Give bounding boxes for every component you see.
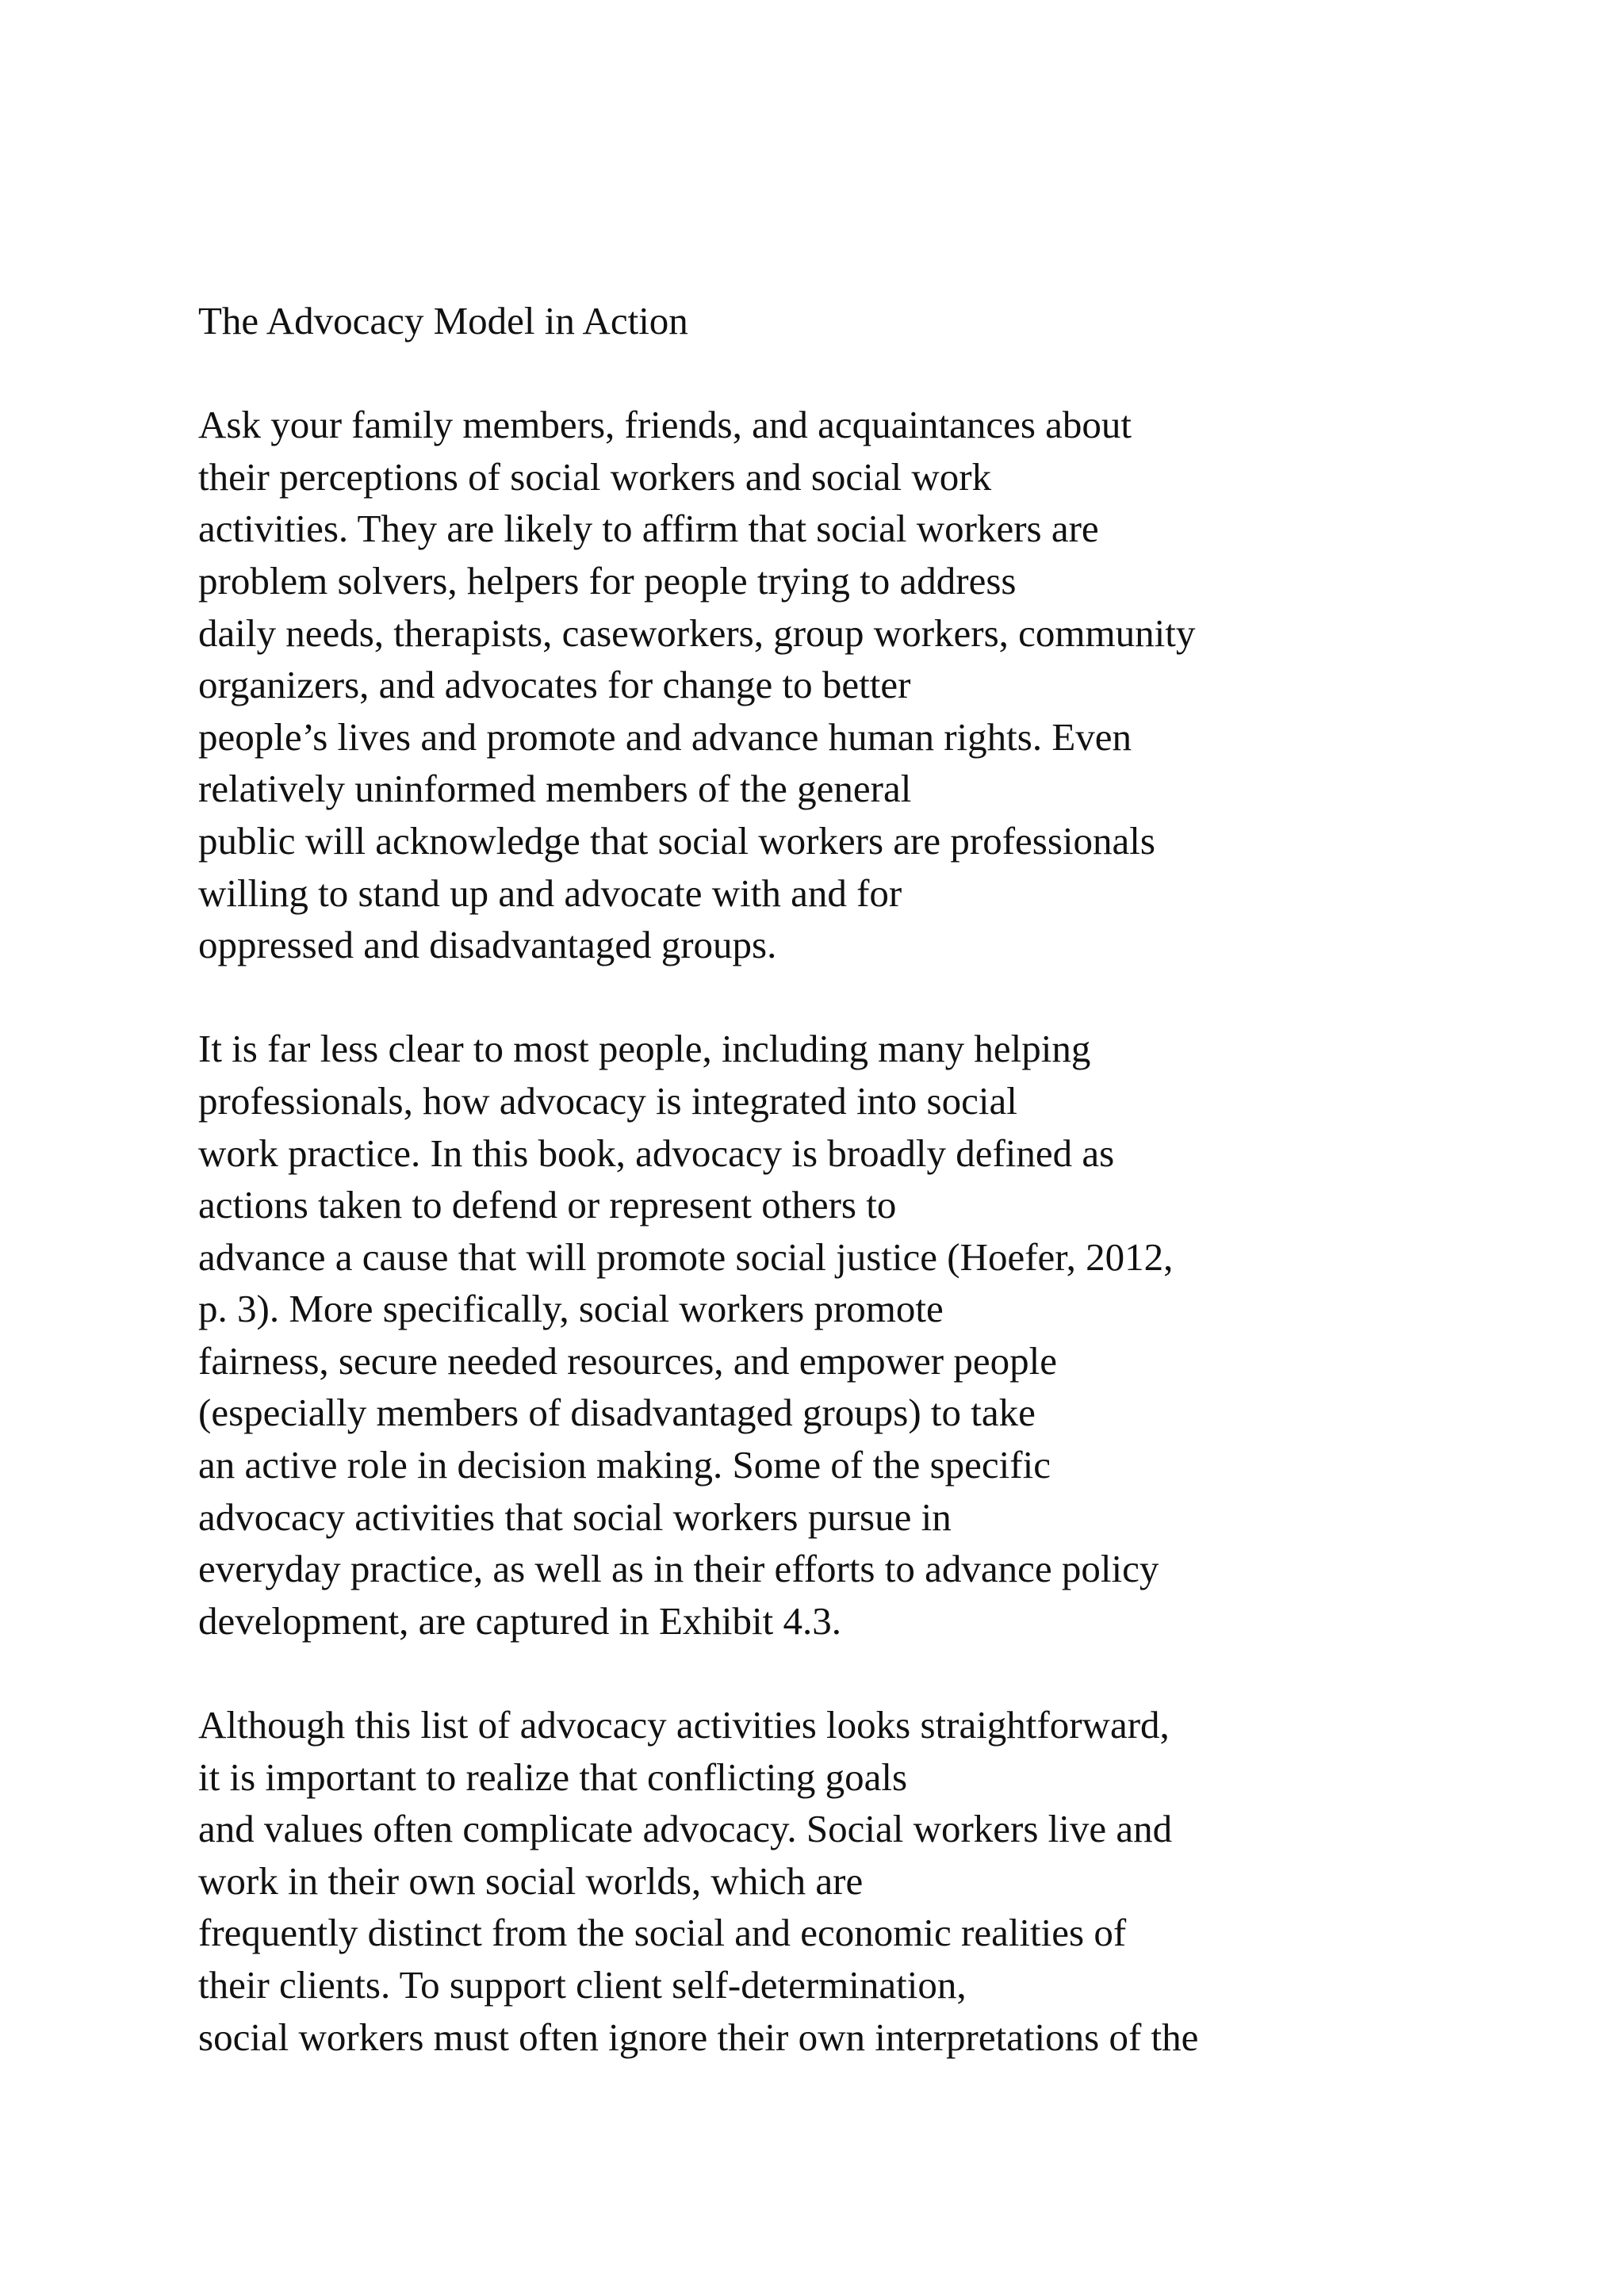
paragraph-spacer <box>198 1647 1435 1699</box>
document-body <box>198 295 1435 2063</box>
paragraph-line: advance a cause that will promote social justice (Hoefer, 2012, <box>198 1234 1174 1279</box>
document-title: The Advocacy Model in Action <box>198 299 688 342</box>
paragraph-line: relatively uninformed members of the general <box>198 767 912 811</box>
paragraph-line: actions taken to defend or represent others to <box>198 1183 897 1227</box>
paragraph-line: everyday practice, as well as in their efforts to advance policy <box>198 1547 1159 1591</box>
paragraph-line: (especially members of disadvantaged groups) to take <box>198 1391 1036 1435</box>
paragraph-line: Ask your family members, friends, and acquaintances about <box>198 403 1132 447</box>
paragraph-line: an active role in decision making. Some of the specific <box>198 1443 1051 1487</box>
paragraph-1 <box>198 399 1435 971</box>
paragraph-line: and values often complicate advocacy. Social workers live and <box>198 1807 1173 1851</box>
paragraph-2 <box>198 1023 1435 1647</box>
paragraph-line: frequently distinct from the social and economic realities of <box>198 1911 1127 1955</box>
paragraph-spacer <box>198 971 1435 1024</box>
paragraph-spacer <box>198 347 1435 400</box>
paragraph-line: fairness, secure needed resources, and empower people <box>198 1338 1057 1383</box>
paragraph-line: their perceptions of social workers and social work <box>198 454 992 499</box>
paragraph-line: development, are captured in Exhibit 4.3. <box>198 1598 841 1643</box>
paragraph-line: people’s lives and promote and advance human rights. Even <box>198 714 1132 759</box>
paragraph-line: willing to stand up and advocate with and for <box>198 871 902 915</box>
paragraph-line: work in their own social worlds, which are <box>198 1858 864 1903</box>
paragraph-line: oppressed and disadvantaged groups. <box>198 923 777 967</box>
paragraph-line: their clients. To support client self-determination, <box>198 1963 967 2007</box>
paragraph-line: daily needs, therapists, caseworkers, group workers, community <box>198 610 1196 655</box>
paragraph-line: p. 3). More specifically, social workers promote <box>198 1287 944 1331</box>
paragraph-line: activities. They are likely to affirm that social workers are <box>198 507 1099 551</box>
paragraph-line: organizers, and advocates for change to better <box>198 663 911 707</box>
paragraph-line: advocacy activities that social workers pursue in <box>198 1494 952 1539</box>
paragraph-line: it is important to realize that conflicting goals <box>198 1755 908 1799</box>
paragraph-line: public will acknowledge that social workers are professionals <box>198 818 1155 863</box>
paragraph-line: problem solvers, helpers for people trying to address <box>198 558 1017 603</box>
paragraph-line: professionals, how advocacy is integrated into social <box>198 1078 1017 1123</box>
paragraph-line: work practice. In this book, advocacy is broadly defined as <box>198 1131 1115 1175</box>
paragraph-line: Although this list of advocacy activities looks straightforward, <box>198 1703 1170 1747</box>
paragraph-line: social workers must often ignore their own interpretations of the <box>198 2015 1199 2059</box>
paragraph-line: It is far less clear to most people, including many helping <box>198 1027 1091 1071</box>
paragraph-3 <box>198 1699 1435 2063</box>
